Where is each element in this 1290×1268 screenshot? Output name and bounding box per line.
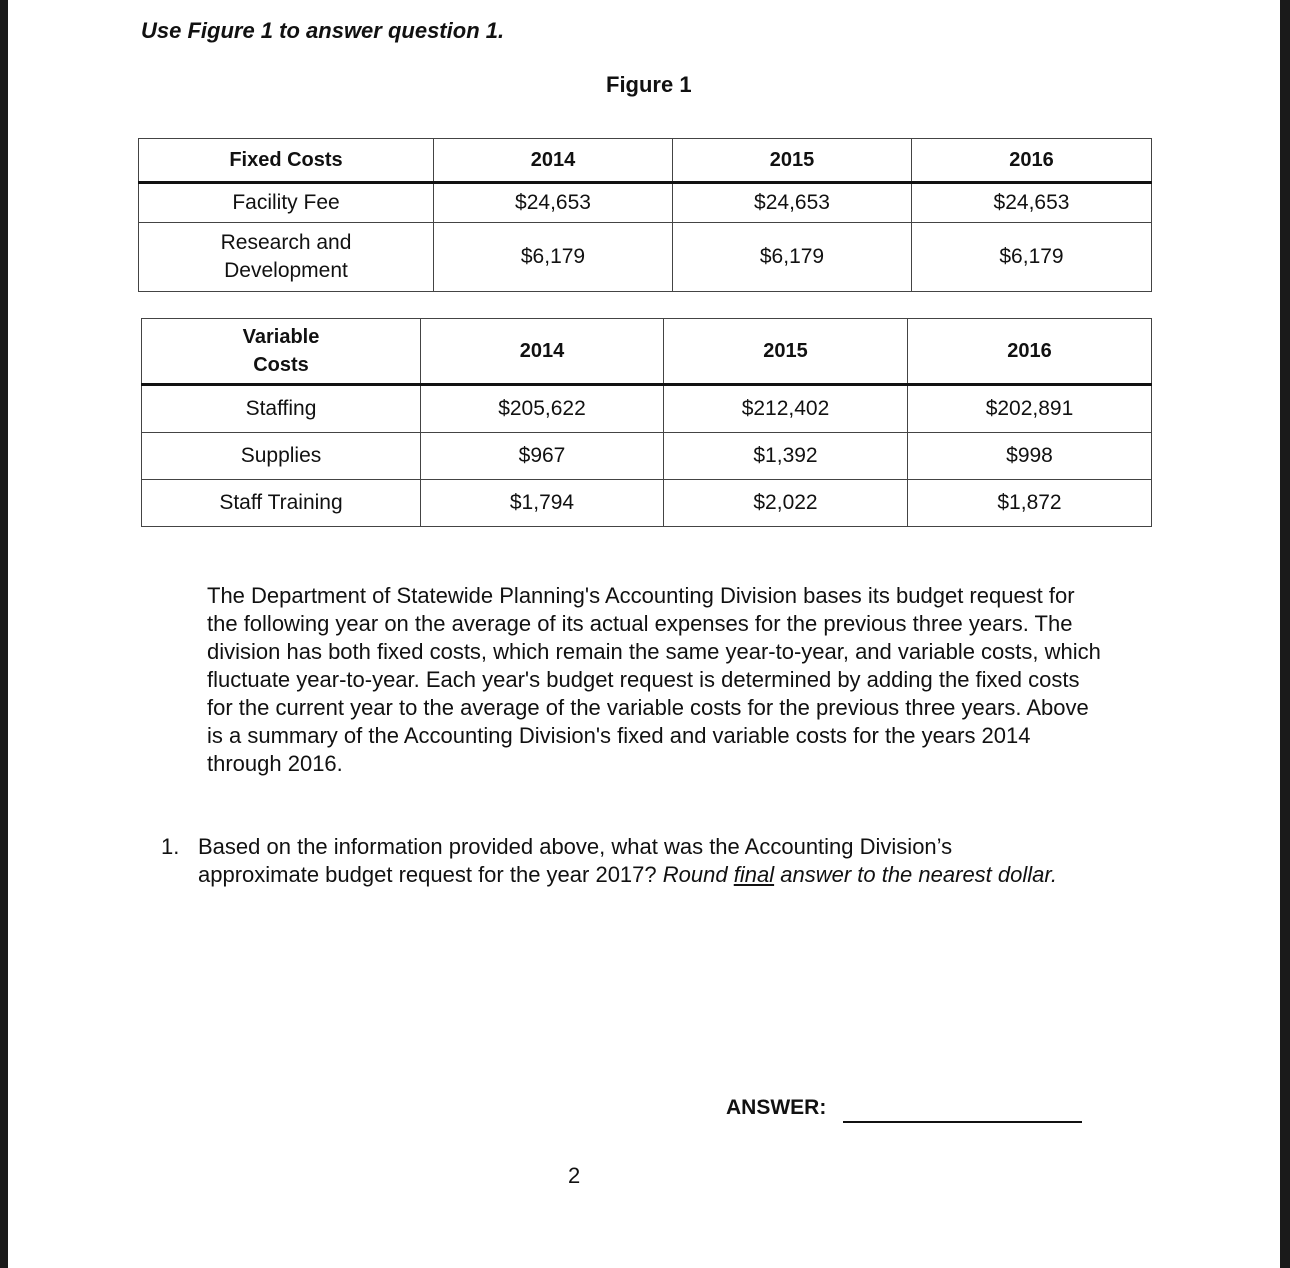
header-cell: 2015 — [664, 319, 908, 385]
table-cell: $6,179 — [434, 223, 673, 292]
header-cell: 2014 — [421, 319, 664, 385]
table-row — [142, 433, 1152, 480]
header-cell: 2016 — [908, 319, 1152, 385]
row-label: Supplies — [142, 433, 421, 480]
question-text-block — [198, 833, 1078, 889]
table-cell: $998 — [908, 433, 1152, 480]
table-cell: $205,622 — [421, 385, 664, 433]
table-cell: $1,872 — [908, 480, 1152, 527]
answer-label: ANSWER: — [726, 1096, 827, 1119]
answer-blank-line[interactable] — [843, 1121, 1082, 1123]
page-number: 2 — [568, 1163, 581, 1188]
header-cell: 2015 — [673, 139, 912, 183]
header-cell: Fixed Costs — [139, 139, 434, 183]
table-row — [139, 223, 1152, 292]
table-cell: $1,392 — [664, 433, 908, 480]
fixed-costs-table — [138, 138, 1152, 292]
table-cell: $1,794 — [421, 480, 664, 527]
instruction-italic-underlined: final — [733, 862, 775, 887]
table-cell: $212,402 — [664, 385, 908, 433]
figure-title: Figure 1 — [606, 72, 692, 97]
table-header-row — [142, 319, 1152, 385]
header-cell: 2014 — [434, 139, 673, 183]
question-number: 1. — [161, 834, 180, 859]
row-label: Research and Development — [139, 223, 434, 292]
table-row — [142, 480, 1152, 527]
instruction-italic-post: answer to the nearest dollar. — [780, 862, 1058, 887]
row-label: Facility Fee — [139, 183, 434, 223]
table-row — [139, 183, 1152, 223]
variable-costs-table — [141, 318, 1152, 527]
table-cell: $202,891 — [908, 385, 1152, 433]
row-label: Staffing — [142, 385, 421, 433]
table-row — [142, 385, 1152, 433]
instruction-heading: Use Figure 1 to answer question 1. — [141, 18, 505, 43]
table-header-row — [139, 139, 1152, 183]
row-label: Staff Training — [142, 480, 421, 527]
document-page — [8, 0, 1280, 1268]
question-text: Based on the information provided above, what was the Accounting Division’s approximate budget request for the year 2017? — [198, 834, 953, 887]
table-cell: $24,653 — [434, 183, 673, 223]
header-cell: 2016 — [912, 139, 1152, 183]
instruction-italic-pre: Round — [662, 862, 728, 887]
table-cell: $6,179 — [673, 223, 912, 292]
table-cell: $24,653 — [912, 183, 1152, 223]
table-cell: $967 — [421, 433, 664, 480]
table-cell: $2,022 — [664, 480, 908, 527]
table-cell: $6,179 — [912, 223, 1152, 292]
description-paragraph: The Department of Statewide Planning's Accounting Division bases its budget request for the following year on the average of its actual expenses for the previous three years. The division has both fixed costs, which remain the same year-to-year, and variable costs, which fluctuate year-to-year. Each year's budget request is determined by adding the fixed costs for the current year to the average of the variable costs for the previous three years. Above is a summary of the Accounting Division's fixed and variable costs for the years 2014 through 2016. — [207, 583, 1101, 776]
header-cell: Variable Costs — [142, 319, 421, 385]
table-cell: $24,653 — [673, 183, 912, 223]
